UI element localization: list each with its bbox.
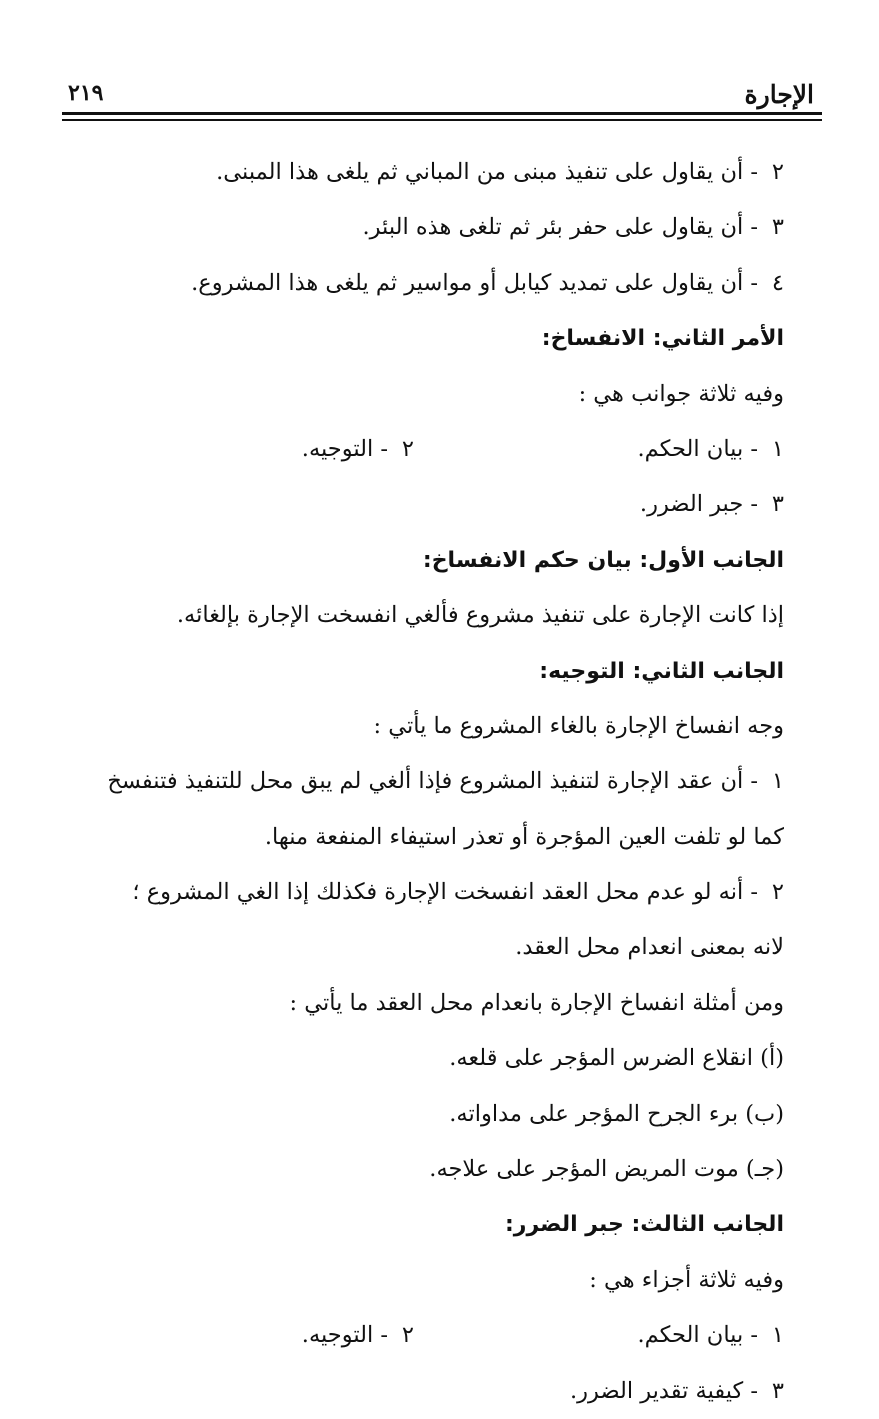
list-text: - أن عقد الإجارة لتنفيذ المشروع فإذا ألغي لم يبق محل للتنفيذ فتنفسخ [107,768,758,795]
running-title: الإجارة [744,80,814,109]
list-text: - أن يقاول على تنفيذ مبنى من المباني ثم يلغى هذا المبنى. [216,159,758,185]
page-number: ٢١٩ [68,80,104,106]
list-number: ٢ [401,1322,414,1349]
list-number: ٢ [401,435,414,462]
pair-first [414,422,784,477]
list-text: - أن يقاول على حفر بئر ثم تلغى هذه البئر. [362,214,758,241]
list-number: ١ [771,1322,784,1349]
list-number: ٣ [771,214,784,241]
page-header [62,80,822,110]
list-text: - بيان الحكم. [637,435,758,462]
header-rule-thick [62,112,822,115]
list-item [62,754,784,809]
paragraph: وفيه ثلاثة أجزاء هي : [589,1266,784,1293]
list-item [62,200,784,255]
list-text: - التوجيه. [301,435,388,462]
list-text: - التوجيه. [301,1322,388,1349]
page-body [62,145,784,1419]
paragraph: كما لو تلفت العين المؤجرة أو تعذر استيفاء المنفعة منها. [264,823,784,850]
list-text: - كيفية تقدير الضرر. [570,1377,758,1404]
paragraph: إذا كانت الإجارة على تنفيذ مشروع فألغي انفسخت الإجارة بإلغائه. [176,602,784,629]
example-item: (ب) برء الجرح المؤجر على مداواته. [449,1100,784,1127]
list-item-pair [62,422,784,477]
section-heading: الجانب الثالث: جبر الضرر: [505,1212,784,1238]
paragraph: لانه بمعنى انعدام محل العقد. [515,934,784,961]
list-number: ٣ [771,491,784,518]
example-item: (أ) انقلاع الضرس المؤجر على قلعه. [449,1045,784,1072]
paragraph: وفيه ثلاثة جوانب هي : [578,380,784,407]
list-number: ٢ [771,879,784,906]
section-heading: الجانب الثاني: التوجيه: [539,658,784,684]
list-number: ٢ [771,159,784,185]
pair-second [302,1308,414,1363]
example-item: (جـ) موت المريض المؤجر على علاجه. [429,1156,784,1183]
paragraph: وجه انفساخ الإجارة بالغاء المشروع ما يأتي : [373,712,784,739]
list-item [62,145,784,200]
list-text: - أن يقاول على تمديد كيابل أو مواسير ثم يلغى هذا المشروع. [191,269,758,296]
list-item [62,1364,784,1419]
list-number: ٣ [771,1377,784,1404]
pair-first [414,1308,784,1363]
header-rule-thin [62,119,822,121]
list-text: - جبر الضرر. [639,491,758,518]
list-item [62,256,784,311]
section-heading: الأمر الثاني: الانفساخ: [541,326,784,352]
list-text: - بيان الحكم. [637,1322,758,1349]
list-item [62,477,784,532]
list-number: ١ [771,768,784,795]
paragraph: ومن أمثلة انفساخ الإجارة بانعدام محل العقد ما يأتي : [289,989,784,1016]
list-item-pair [62,1308,784,1363]
section-heading: الجانب الأول: بيان حكم الانفساخ: [422,547,784,573]
list-text: - أنه لو عدم محل العقد انفسخت الإجارة فكذلك إذا الغي المشروع ؛ [132,879,758,906]
pair-second [302,422,414,477]
list-item [62,865,784,920]
list-number: ٤ [771,269,784,296]
list-number: ١ [771,435,784,462]
